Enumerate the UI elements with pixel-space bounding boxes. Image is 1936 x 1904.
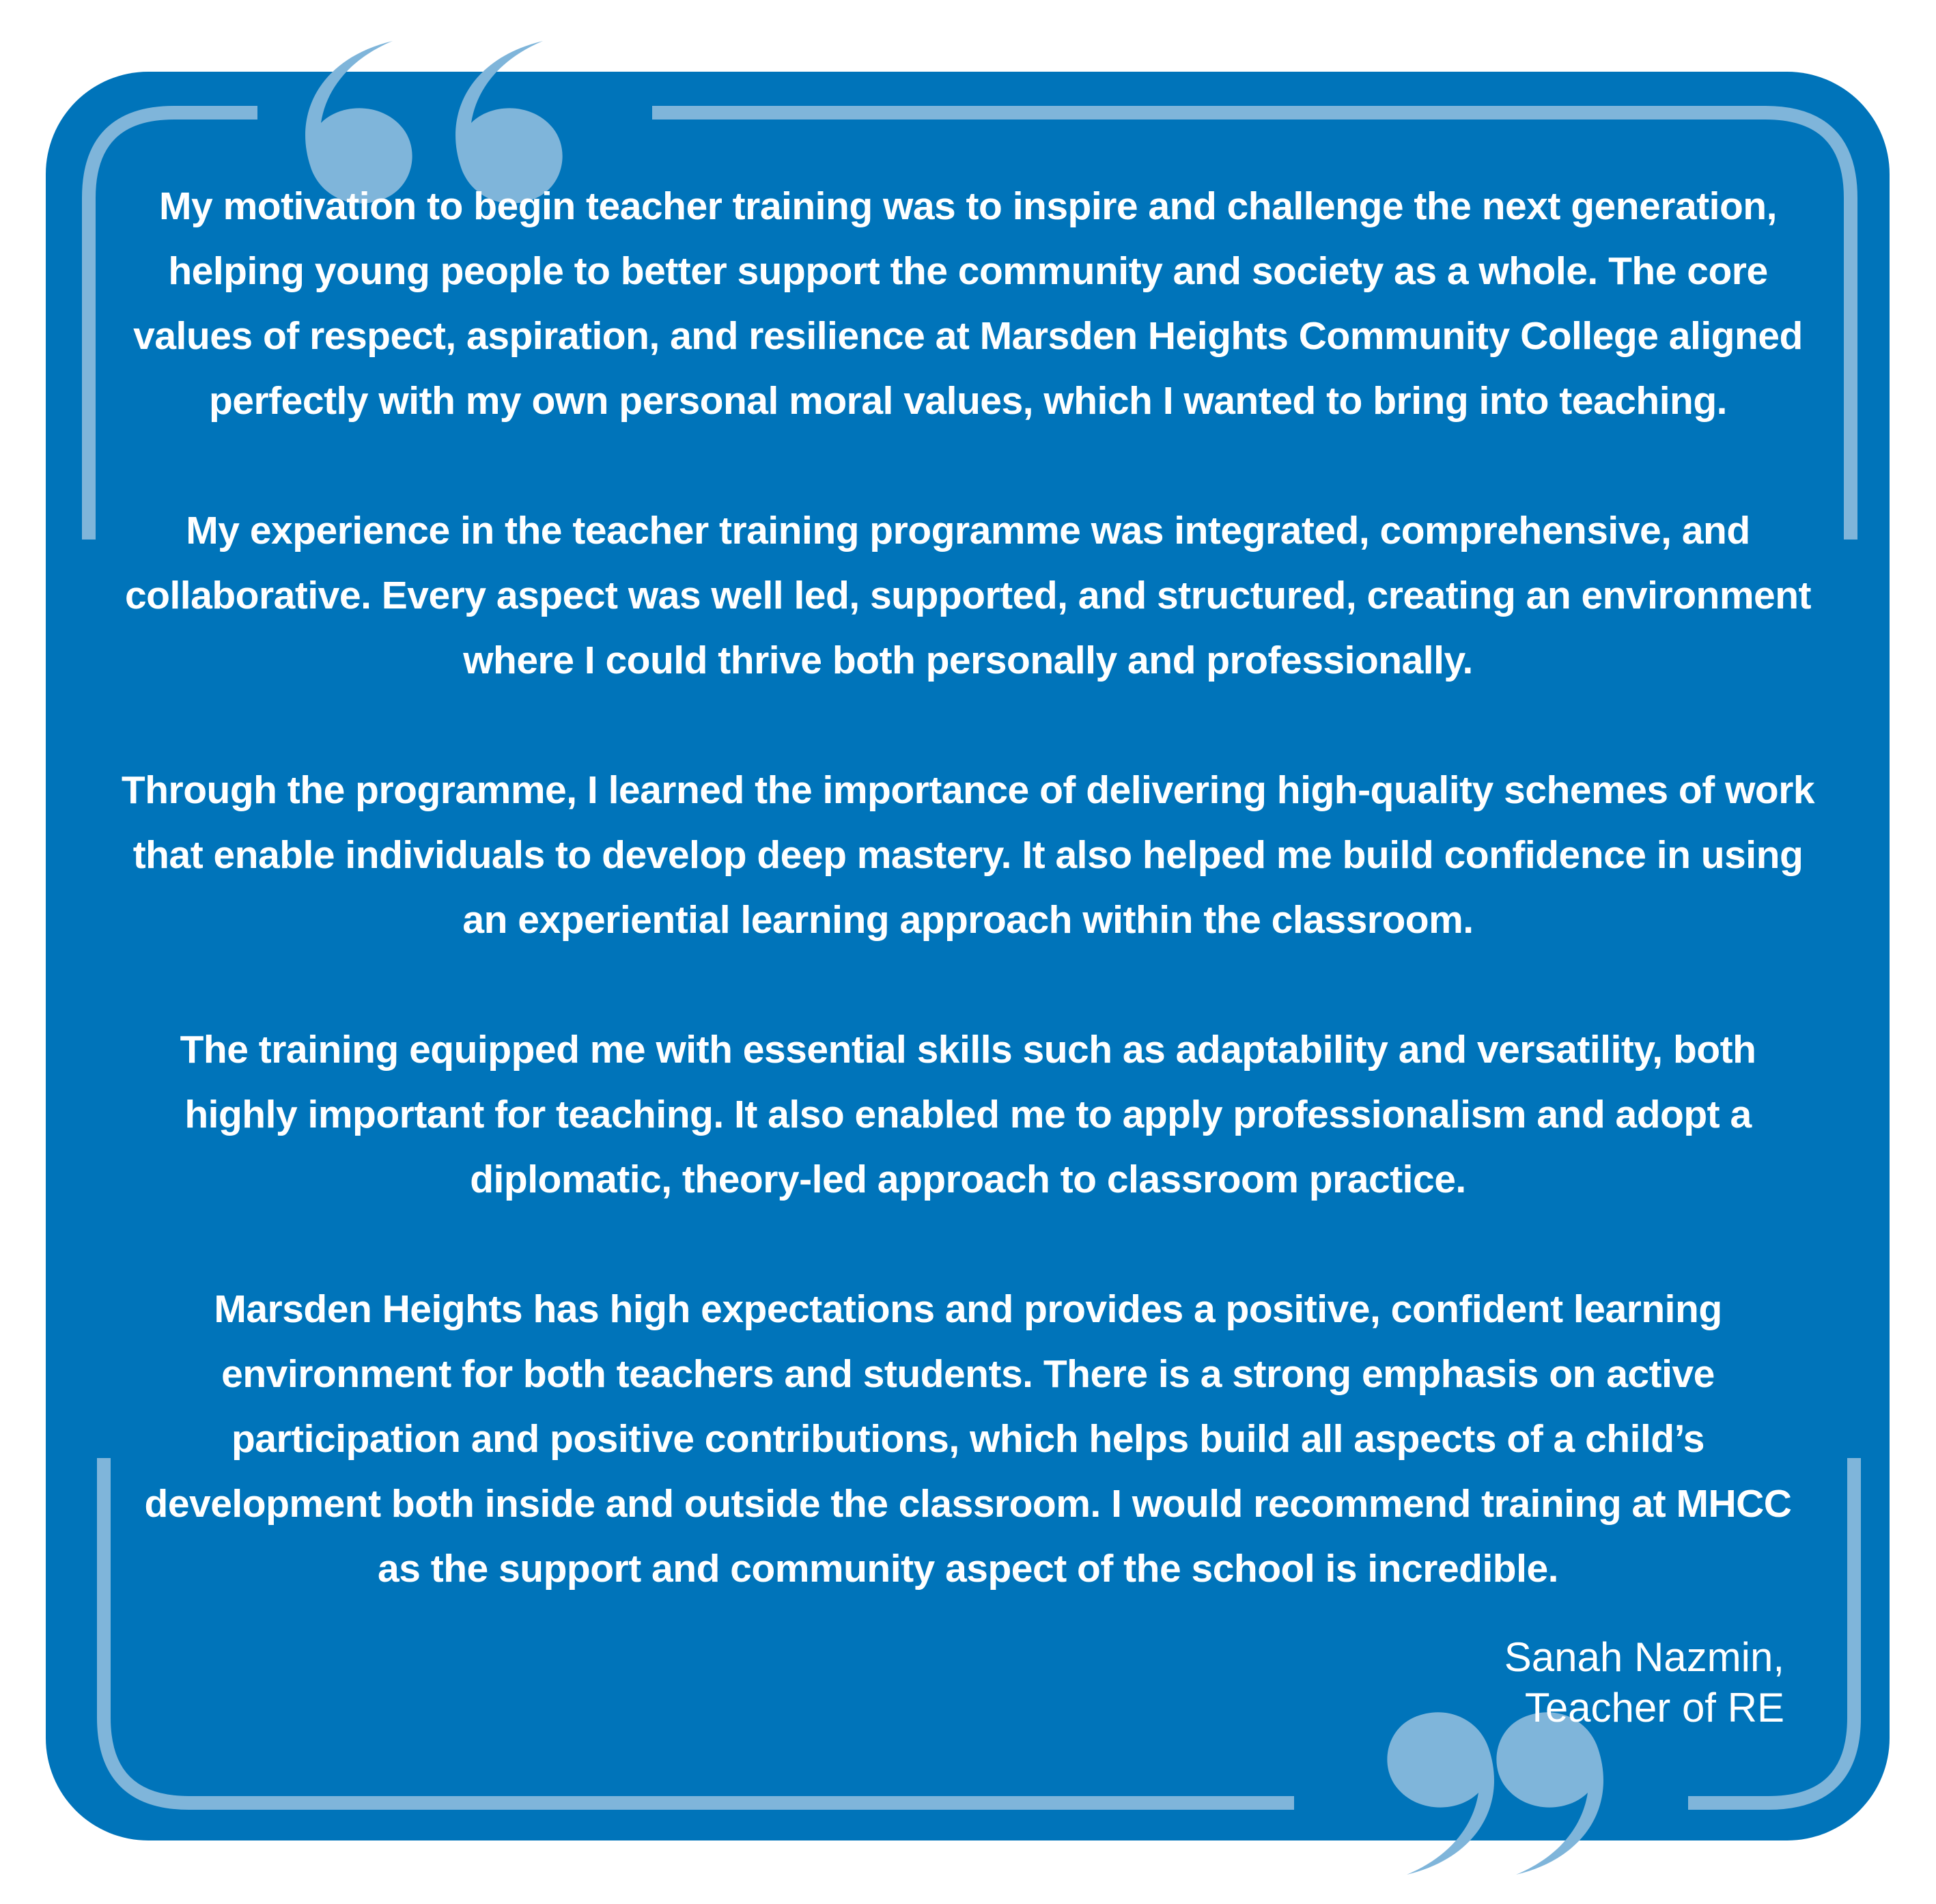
testimonial-paragraph: My motivation to begin teacher training was to inspire and challenge the next generation, helping young people to better support the community and society as a whole. The core values of respect, aspiration, and resilience at Marsden Heights Community College aligned perfectly with my own personal moral values, which I wanted to bring into teaching. [133, 184, 1803, 423]
testimonial-paragraph: My experience in the teacher training programme was integrated, comprehensive, and collaborative. Every aspect was well led, supported, and structured, creating an environment where I could thrive both personally and professionally. [124, 509, 1812, 682]
testimonial-text [120, 174, 1816, 1601]
author-role: Teacher of RE [1524, 1685, 1784, 1731]
author-name: Sanah Nazmin, [1504, 1634, 1784, 1680]
close-quote-icon [1387, 1712, 1603, 1875]
testimonial-paragraph: Through the programme, I learned the importance of delivering high-quality schemes of work that enable individuals to develop deep mastery. It also helped me build confidence in using an experiential learning approach within the classroom. [121, 768, 1815, 942]
attribution [1504, 1632, 1784, 1733]
testimonial-paragraph: Marsden Heights has high expectations and provides a positive, confident learning environment for both teachers and students. There is a strong emphasis on active participation and positive contributions, which helps build all aspects of a child’s development both inside and outside the classroom. I would recommend training at MHCC as the support and community aspect of the school is incredible. [144, 1287, 1792, 1591]
testimonial-paragraph: The training equipped me with essential skills such as adaptability and versatility, both highly important for teaching. It also enabled me to apply professionalism and adopt a diplomatic, theory-led approach to classroom practice. [180, 1028, 1756, 1201]
